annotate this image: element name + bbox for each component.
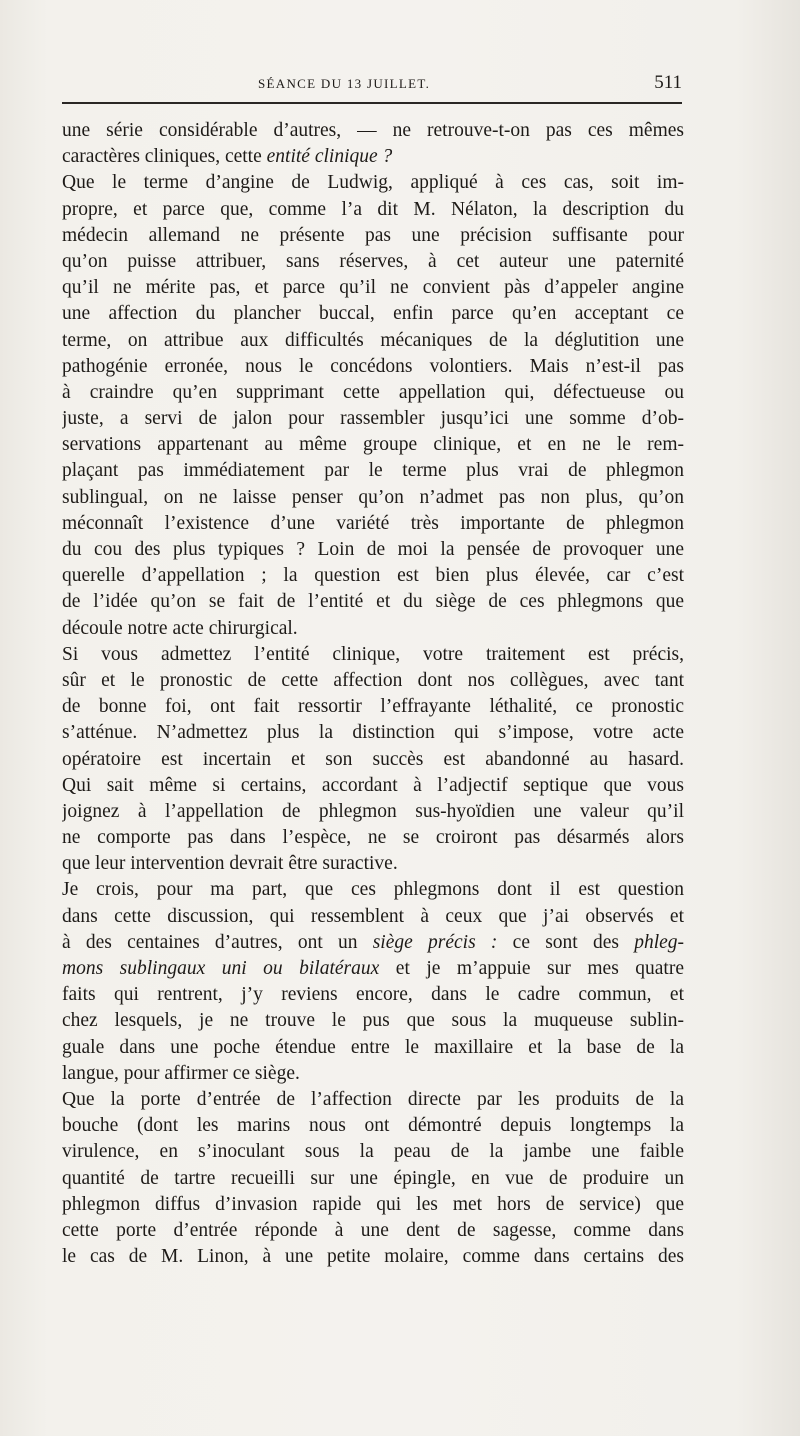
text-line bbox=[62, 354, 684, 380]
line-text: une série considérable d’autres, — ne retrouve-t-on pas ces mêmes bbox=[62, 120, 684, 141]
text-line bbox=[62, 825, 684, 851]
line-text: Que le terme d’angine de Ludwig, appliqué à ces cas, soit im- bbox=[62, 172, 684, 194]
text-line bbox=[62, 275, 684, 301]
line-text: virulence, en s’inoculant sous la peau de la jambe une faible bbox=[62, 1141, 684, 1163]
text-line bbox=[62, 144, 684, 170]
line-text: à craindre qu’en supprimant cette appellation qui, défectueuse ou bbox=[62, 381, 684, 403]
line-text: une affection du plancher buccal, enfin parce qu’en acceptant ce bbox=[62, 303, 684, 325]
text-line bbox=[62, 904, 684, 930]
italic-text: siège précis : bbox=[372, 931, 498, 953]
line-text: et je m’appuie sur mes quatre bbox=[379, 958, 684, 979]
italic-text: entité clinique ? bbox=[266, 146, 393, 168]
line-text: quantité de tartre recueilli sur une épingle, en vue de produire un bbox=[62, 1167, 684, 1189]
line-text: Que la porte d’entrée de l’affection directe par les produits de la bbox=[62, 1088, 684, 1110]
line-text: juste, a servi de jalon pour rassembler jusqu’ici une somme d’ob- bbox=[62, 408, 684, 430]
line-text: bouche (dont les marins nous ont démontré depuis longtemps la bbox=[62, 1115, 684, 1137]
line-text: opératoire est incertain et son succès est abandonné au hasard. bbox=[62, 748, 684, 770]
italic-text: mons sublingaux uni ou bilatéraux bbox=[62, 958, 380, 979]
text-line bbox=[62, 668, 684, 694]
body-text bbox=[62, 118, 684, 1270]
page-header bbox=[62, 70, 682, 98]
text-line bbox=[62, 485, 684, 511]
text-line bbox=[62, 170, 684, 196]
line-text: terme, on attribue aux difficultés mécaniques de la déglutition une bbox=[62, 329, 684, 351]
header-rule bbox=[62, 102, 682, 104]
text-line bbox=[62, 406, 684, 432]
text-line bbox=[62, 799, 684, 825]
line-text: querelle d’appellation ; la question est bien plus élevée, car c’est bbox=[62, 565, 684, 587]
text-line bbox=[62, 118, 684, 144]
line-text: à des centaines d’autres, ont un bbox=[62, 931, 373, 953]
line-text: pathogénie erronée, nous le concédons volontiers. Mais n’est-il pas bbox=[62, 355, 684, 377]
text-line bbox=[62, 249, 684, 275]
page-number: 511 bbox=[654, 72, 682, 93]
line-text: caractères cliniques, cette bbox=[62, 146, 267, 168]
text-line bbox=[62, 1139, 684, 1165]
text-line bbox=[62, 616, 684, 642]
line-text: joignez à l’appellation de phlegmon sus-hyoïdien une valeur qu’il bbox=[62, 800, 684, 822]
text-line bbox=[62, 694, 684, 720]
text-line bbox=[62, 511, 684, 537]
line-text: cette porte d’entrée réponde à une dent de sagesse, comme dans bbox=[62, 1219, 684, 1241]
line-text: chez lesquels, je ne trouve le pus que sous la muqueuse sublin- bbox=[62, 1010, 684, 1032]
line-text: de bonne foi, ont fait ressortir l’effrayante léthalité, ce pronostic bbox=[62, 696, 684, 718]
text-line bbox=[62, 563, 684, 589]
line-text: sûr et le pronostic de cette affection dont nos collègues, avec tant bbox=[62, 669, 684, 691]
text-line bbox=[62, 1244, 684, 1270]
line-text: plaçant pas immédiatement par le terme plus vrai de phlegmon bbox=[62, 460, 684, 482]
text-line bbox=[62, 877, 684, 903]
text-line bbox=[62, 301, 684, 327]
text-line bbox=[62, 1218, 684, 1244]
text-line bbox=[62, 1035, 684, 1061]
line-text: ne comporte pas dans l’espèce, ne se croiront pas désarmés alors bbox=[62, 827, 684, 849]
line-text: qu’on puisse attribuer, sans réserves, à cet auteur une paternité bbox=[62, 250, 684, 272]
text-line bbox=[62, 720, 684, 746]
line-text: qu’il ne mérite pas, et parce qu’il ne convient pàs d’appeler angine bbox=[62, 277, 684, 299]
text-line bbox=[62, 773, 684, 799]
text-line bbox=[62, 930, 684, 956]
line-text: guale dans une poche étendue entre le maxillaire et la base de la bbox=[62, 1036, 684, 1058]
italic-text: phleg- bbox=[634, 931, 684, 953]
text-line bbox=[62, 380, 684, 406]
line-text: du cou des plus typiques ? Loin de moi la pensée de provoquer une bbox=[62, 539, 684, 560]
running-head: SÉANCE DU 13 JUILLET. bbox=[258, 76, 431, 91]
text-line bbox=[62, 1192, 684, 1218]
text-line bbox=[62, 537, 684, 563]
text-line bbox=[62, 432, 684, 458]
line-text: sublingual, on ne laisse penser qu’on n’admet pas non plus, qu’on bbox=[62, 486, 684, 508]
text-line bbox=[62, 589, 684, 615]
line-text: s’atténue. N’admettez plus la distinction qui s’impose, votre acte bbox=[62, 722, 684, 744]
line-text: ce sont des bbox=[497, 931, 635, 953]
line-text: faits qui rentrent, j’y reviens encore, dans le cadre commun, et bbox=[62, 984, 684, 1006]
text-line bbox=[62, 642, 684, 668]
text-line bbox=[62, 458, 684, 484]
line-text: le cas de M. Linon, à une petite molaire, comme dans certains des bbox=[62, 1246, 684, 1268]
text-line bbox=[62, 1008, 684, 1034]
line-text: de l’idée qu’on se fait de l’entité et du siège de ces phlegmons que bbox=[62, 591, 684, 613]
text-line bbox=[62, 747, 684, 773]
line-text: propre, et parce que, comme l’a dit M. Nélaton, la description du bbox=[62, 198, 684, 220]
text-line bbox=[62, 956, 684, 982]
text-line bbox=[62, 982, 684, 1008]
line-text: découle notre acte chirurgical. bbox=[62, 617, 298, 639]
line-text: médecin allemand ne présente pas une précision suffisante pour bbox=[62, 224, 684, 246]
line-text: méconnaît l’existence d’une variété très importante de phlegmon bbox=[62, 512, 684, 534]
line-text: servations appartenant au même groupe clinique, et en ne le rem- bbox=[62, 434, 684, 456]
text-line bbox=[62, 328, 684, 354]
line-text: Si vous admettez l’entité clinique, votre traitement est précis, bbox=[62, 643, 684, 665]
line-text: Je crois, pour ma part, que ces phlegmons dont il est question bbox=[62, 879, 684, 901]
line-text: phlegmon diffus d’invasion rapide qui les met hors de service) que bbox=[62, 1193, 684, 1215]
text-line bbox=[62, 1087, 684, 1113]
line-text: que leur intervention devrait être suractive. bbox=[62, 853, 398, 875]
text-line bbox=[62, 1166, 684, 1192]
line-text: dans cette discussion, qui ressemblent à ceux que j’ai observés et bbox=[62, 905, 684, 927]
text-line bbox=[62, 1061, 684, 1087]
line-text: langue, pour affirmer ce siège. bbox=[62, 1062, 300, 1084]
text-line bbox=[62, 1113, 684, 1139]
text-line bbox=[62, 223, 684, 249]
text-line bbox=[62, 197, 684, 223]
text-line bbox=[62, 851, 684, 877]
line-text: Qui sait même si certains, accordant à l’adjectif septique que vous bbox=[62, 774, 684, 796]
